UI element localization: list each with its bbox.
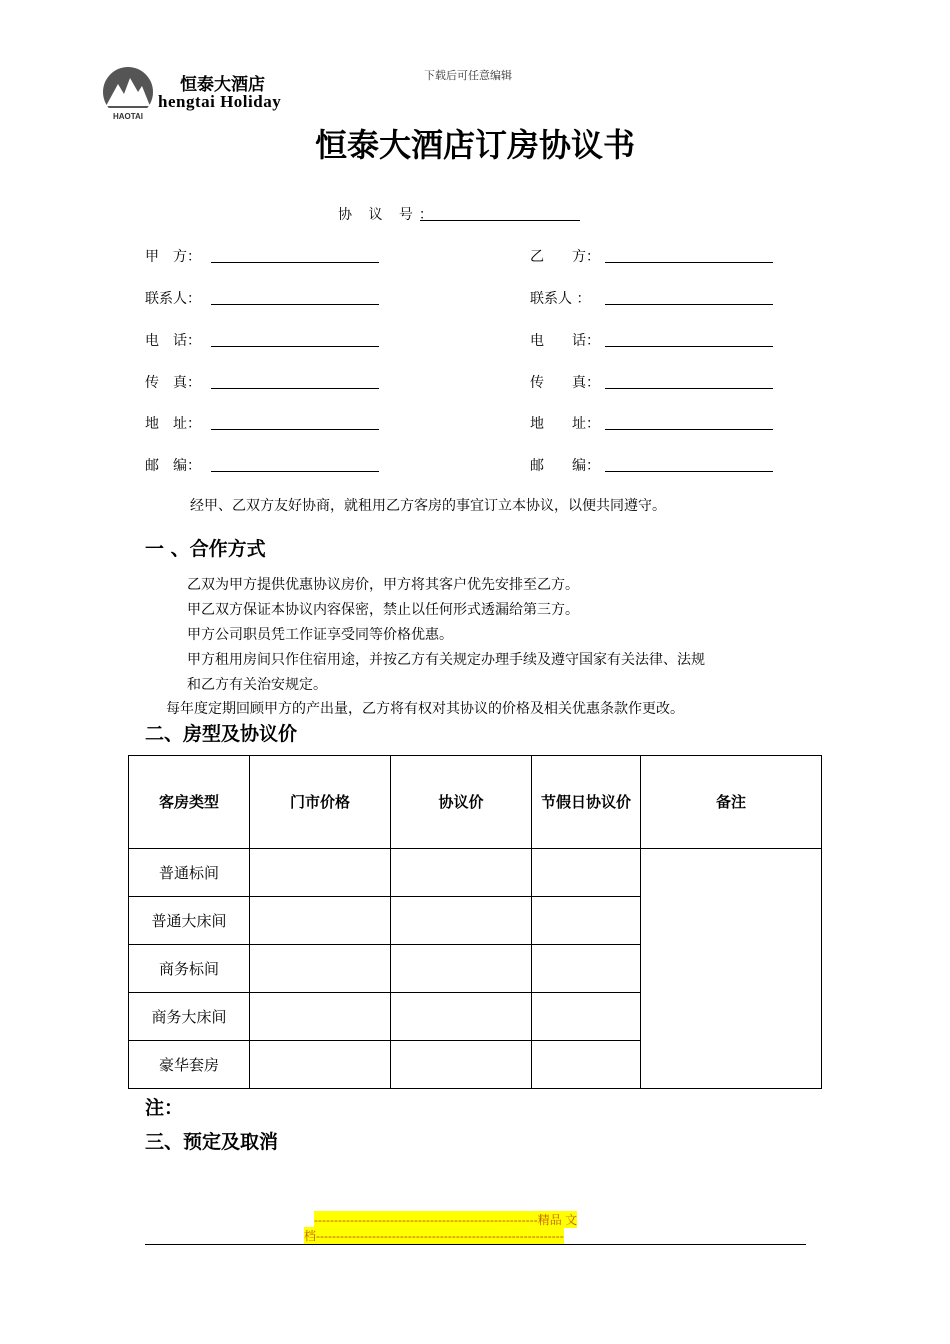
holiday-rate-cell[interactable] [532,1041,641,1089]
document-title: 恒泰大酒店订房协议书 [314,126,635,164]
holiday-rate-cell[interactable] [532,993,641,1041]
section-1-item: 甲方租用房间只作住宿用途，并按乙方有关规定办理手续及遵守国家有关法律、法规 [187,652,705,668]
agreed-rate-cell[interactable] [391,897,532,945]
holiday-rate-cell[interactable] [532,897,641,945]
room-type-cell: 商务标间 [129,945,250,993]
party-a-phone-label: 电 话： [145,333,201,349]
col-agreed-rate: 协议价 [391,756,532,849]
table-row [129,849,822,897]
logo-english-name: hengtai Holiday [158,92,282,111]
intro-paragraph: 经甲、乙双方友好协商，就租用乙方客房的事宜订立本协议，以便共同遵守。 [190,498,666,514]
party-b-phone-label: 电 话： [530,333,600,349]
party-a-phone-field[interactable] [211,346,379,347]
col-remarks: 备注 [641,756,822,849]
section-1-last-item: 每年度定期回顾甲方的产出量，乙方将有权对其协议的价格及相关优惠条款作更改。 [166,701,684,717]
party-a-contact-label: 联系人： [145,291,201,307]
table-note-label: 注： [145,1097,184,1119]
section-1-item: 甲乙双方保证本协议内容保密，禁止以任何形式透漏给第三方。 [187,602,579,618]
table-header-row [129,756,822,849]
party-a-address-label: 地 址： [145,416,201,432]
holiday-rate-cell[interactable] [532,849,641,897]
logo-chinese-name: 恒泰大酒店 [180,75,265,95]
party-a-postcode-field[interactable] [211,471,379,472]
party-b-postcode-label: 邮 编： [530,458,600,474]
party-b-address-field[interactable] [605,429,773,430]
agreed-rate-cell[interactable] [391,945,532,993]
party-a-field[interactable] [211,262,379,263]
party-b-contact-label: 联系人 ： [530,291,591,307]
party-a-contact-field[interactable] [211,304,379,305]
room-type-cell: 商务大床间 [129,993,250,1041]
rack-rate-cell[interactable] [250,849,391,897]
header-note: 下载后可任意编辑 [424,69,512,82]
agreed-rate-cell[interactable] [391,993,532,1041]
footer-rule [145,1244,806,1245]
hotel-logo [102,66,154,122]
party-a-label: 甲 方： [145,249,201,265]
col-rack-rate: 门市价格 [250,756,391,849]
svg-text:HAOTAI: HAOTAI [112,112,144,121]
section-2-heading: 二、房型及协议价 [145,723,298,745]
party-b-fax-label: 传 真： [530,375,600,391]
party-b-postcode-field[interactable] [605,471,773,472]
section-3-heading: 三、预定及取消 [145,1131,279,1153]
section-1-item: 甲方公司职员凭工作证享受同等价格优惠。 [187,627,453,643]
party-b-address-label: 地 址： [530,416,600,432]
col-holiday-rate: 节假日协议价 [532,756,641,849]
party-b-field[interactable] [605,262,773,263]
col-room-type: 客房类型 [129,756,250,849]
section-1-item: 乙双为甲方提供优惠协议房价，甲方将其客户优先安排至乙方。 [187,577,579,593]
room-rate-table [128,755,822,1089]
rack-rate-cell[interactable] [250,1041,391,1089]
party-a-address-field[interactable] [211,429,379,430]
rack-rate-cell[interactable] [250,897,391,945]
party-b-phone-field[interactable] [605,346,773,347]
rack-rate-cell[interactable] [250,993,391,1041]
room-type-cell: 普通标间 [129,849,250,897]
party-b-contact-field[interactable] [605,304,773,305]
remarks-cell[interactable] [641,849,822,1089]
agreement-no-label: 协 议 号： [338,207,439,223]
footer-banner-line-1: --------------------------------------------------------精品 文 [314,1213,578,1227]
party-a-postcode-label: 邮 编： [145,458,201,474]
party-a-fax-label: 传 真： [145,375,201,391]
agreed-rate-cell[interactable] [391,849,532,897]
agreement-no-field[interactable] [420,220,580,221]
agreed-rate-cell[interactable] [391,1041,532,1089]
section-1-heading: 一 、合作方式 [145,538,266,560]
room-type-cell: 普通大床间 [129,897,250,945]
party-b-fax-field[interactable] [605,388,773,389]
footer-banner-line-2: 档-------------------------------------------------------------- [304,1229,564,1243]
rack-rate-cell[interactable] [250,945,391,993]
section-1-item: 和乙方有关治安规定。 [187,677,327,693]
party-b-label: 乙 方： [530,249,600,265]
holiday-rate-cell[interactable] [532,945,641,993]
party-a-fax-field[interactable] [211,388,379,389]
room-type-cell: 豪华套房 [129,1041,250,1089]
